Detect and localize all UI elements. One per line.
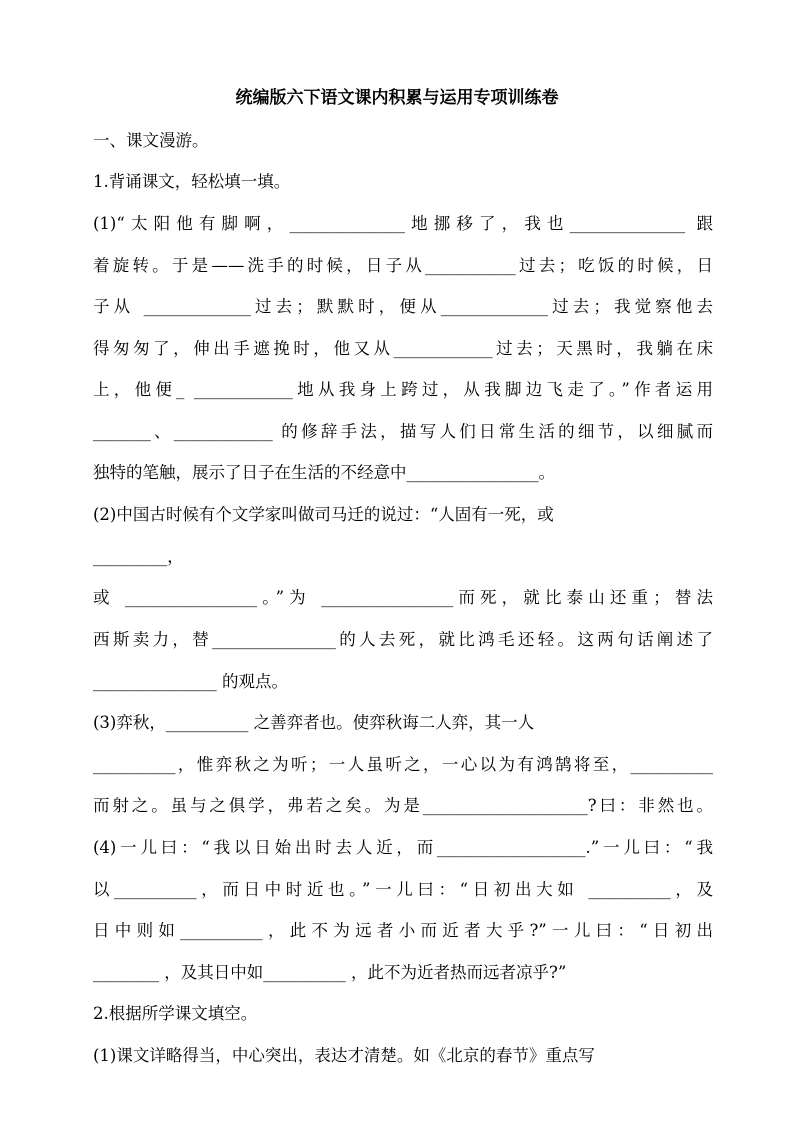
text-line: 而射之。虽与之俱学，弗若之矣。为是____________________?曰：非然也。 bbox=[93, 796, 713, 815]
text-line: (2)中国古时候有个文学家叫做司马迁的说过：“人固有一死，或 bbox=[93, 505, 554, 524]
text-line: 子从 _____________过去；默默时，便从_____________过去；我觉察他去 bbox=[93, 297, 713, 316]
text-line: 西斯卖力，替_______________的人去死，就比鸿毛还轻。这两句话阐述了 bbox=[93, 630, 713, 649]
text-line: 着旋转。于是——洗手的时候，日子从___________过去；吃饭的时候，日 bbox=[93, 256, 713, 275]
page-title: 统编版六下语文课内积累与运用专项训练卷 bbox=[235, 88, 559, 108]
text-line: 独特的笔触，展示了日子在生活的不经意中________________。 bbox=[93, 463, 555, 482]
text-line: 上，他便_ ____________地从我身上跨过，从我脚边飞走了。”作者运用 bbox=[93, 380, 713, 399]
text-line: _______________ 的观点。 bbox=[93, 672, 288, 691]
text-line: 得匆匆了，伸出手遮挽时，他又从____________过去；天黑时，我躺在床 bbox=[93, 339, 713, 358]
text-line: _______、____________ 的修辞手法，描写人们日常生活的细节，以细腻而 bbox=[93, 422, 713, 441]
text-line: (3)弈秋，__________ 之善弈者也。使弈秋诲二人弈，其一人 bbox=[93, 713, 535, 732]
question-heading: 1.背诵课文，轻松填一填。 bbox=[93, 172, 291, 191]
section-heading: 一、课文漫游。 bbox=[93, 131, 209, 150]
text-line: (1)“太阳他有脚啊，______________地挪移了，我也______________ 跟 bbox=[93, 214, 713, 233]
text-line: _________， bbox=[93, 547, 184, 566]
text-line: 以__________，而日中时近也。”一儿曰：“日初出大如 __________，及 bbox=[93, 880, 713, 899]
text-line: __________，惟弈秋之为听；一人虽听之，一心以为有鸿鹄将至，__________ bbox=[93, 755, 713, 774]
text-line: 或 ________________。”为 ________________而死，就比泰山还重；替法 bbox=[93, 588, 713, 607]
text-line: (4)一儿曰：“我以日始出时去人近，而__________________.”一儿曰：“我 bbox=[93, 838, 713, 857]
text-line: ________ ，及其日中如__________ ，此不为近者热而远者凉乎?” bbox=[93, 963, 567, 982]
text-line: (1)课文详略得当，中心突出，表达才清楚。如《北京的春节》重点写 bbox=[93, 1046, 595, 1065]
question-heading: 2.根据所学课文填空。 bbox=[93, 1004, 258, 1023]
text-line: 日中则如__________，此不为远者小而近者大乎?”一儿曰：“日初出 bbox=[93, 921, 713, 940]
